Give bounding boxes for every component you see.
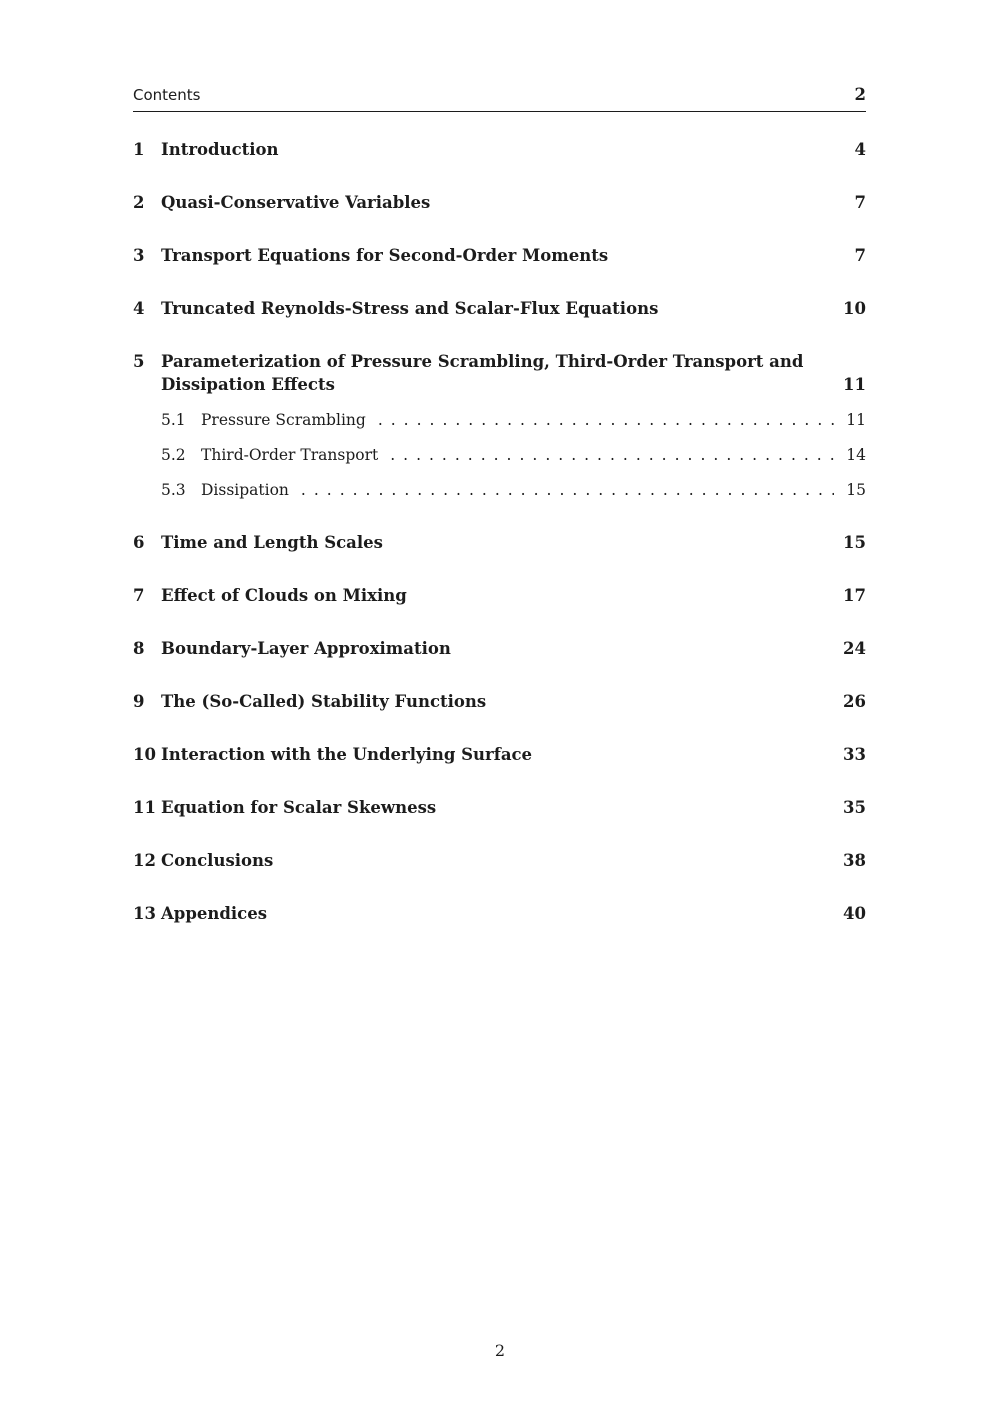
toc-entry-number: 11 [133,798,156,817]
toc-entry-title: Conclusions [161,851,274,870]
toc-entry [133,138,866,161]
toc-entry-page: 14 [846,446,866,464]
toc-entry [133,350,866,396]
toc-entry-page: 24 [843,639,866,658]
toc-entry [133,902,866,925]
toc-entry-number: 5.2 [161,446,186,464]
toc-entry-page: 40 [843,904,866,923]
toc-entry-number: 5.1 [161,411,186,429]
toc-entry [133,690,866,713]
toc-entry [133,796,866,819]
toc-entry-title: Equation for Scalar Skewness [161,798,437,817]
toc-dot-leader [378,409,834,431]
running-header [133,86,866,112]
toc-entry-page: 4 [854,140,866,159]
toc-entry-page: 11 [843,375,866,394]
toc-entry-title: Interaction with the Underlying Surface [161,745,533,764]
toc-entry-page: 7 [854,246,866,265]
toc-entry-number: 5.3 [161,481,186,499]
toc-entry-title: Dissipation [201,481,289,499]
header-page-number: 2 [854,85,866,104]
toc-dot-leader [301,479,834,501]
toc-entry-number: 10 [133,745,156,764]
toc-entry-page: 10 [843,299,866,318]
toc-entry [133,743,866,766]
toc-entry-title: The (So-Called) Stability Functions [161,692,487,711]
toc-entry [133,479,866,501]
toc-entry [133,531,866,554]
toc-entry-number: 12 [133,851,156,870]
toc-entry-page: 17 [843,586,866,605]
toc-entry-title: Parameterization of Pressure Scrambling, Third-Order Transport and Dissipation Effects [161,352,804,394]
page-footer [0,1341,1000,1360]
toc-entry-number: 1 [133,140,145,159]
toc-entry-number: 3 [133,246,145,265]
toc-entry-title: Truncated Reynolds-Stress and Scalar-Flux Equations [161,299,659,318]
toc-entry-number: 4 [133,299,145,318]
header-title: Contents [133,86,201,104]
toc-entry-page: 26 [843,692,866,711]
toc-entry-number: 7 [133,586,145,605]
toc-entry [133,444,866,466]
toc-entry-number: 8 [133,639,145,658]
toc-entry-page: 33 [843,745,866,764]
toc-entry-page: 7 [854,193,866,212]
toc-dot-leader [390,444,834,466]
toc-entry [133,584,866,607]
toc-entry-title: Pressure Scrambling [201,411,366,429]
table-of-contents [133,138,866,925]
toc-entry [133,297,866,320]
toc-entry-title: Transport Equations for Second-Order Moments [161,246,609,265]
toc-entry-title: Effect of Clouds on Mixing [161,586,407,605]
toc-entry-number: 9 [133,692,145,711]
toc-entry-number: 2 [133,193,145,212]
toc-entry [133,637,866,660]
toc-entry-page: 38 [843,851,866,870]
toc-entry [133,191,866,214]
toc-entry-page: 35 [843,798,866,817]
toc-entry [133,849,866,872]
toc-entry-title: Boundary-Layer Approximation [161,639,451,658]
toc-entry-title: Introduction [161,140,279,159]
toc-entry [133,409,866,431]
toc-entry-number: 5 [133,352,145,371]
toc-entry-title: Time and Length Scales [161,533,383,552]
toc-entry-page: 15 [843,533,866,552]
toc-entry-number: 13 [133,904,156,923]
toc-entry [133,244,866,267]
toc-entry-title: Quasi-Conservative Variables [161,193,431,212]
toc-entry-title: Third-Order Transport [201,446,379,464]
toc-entry-title: Appendices [161,904,268,923]
footer-page-number: 2 [494,1341,506,1360]
toc-entry-page: 15 [846,481,866,499]
toc-entry-page: 11 [846,411,866,429]
toc-entry-number: 6 [133,533,145,552]
